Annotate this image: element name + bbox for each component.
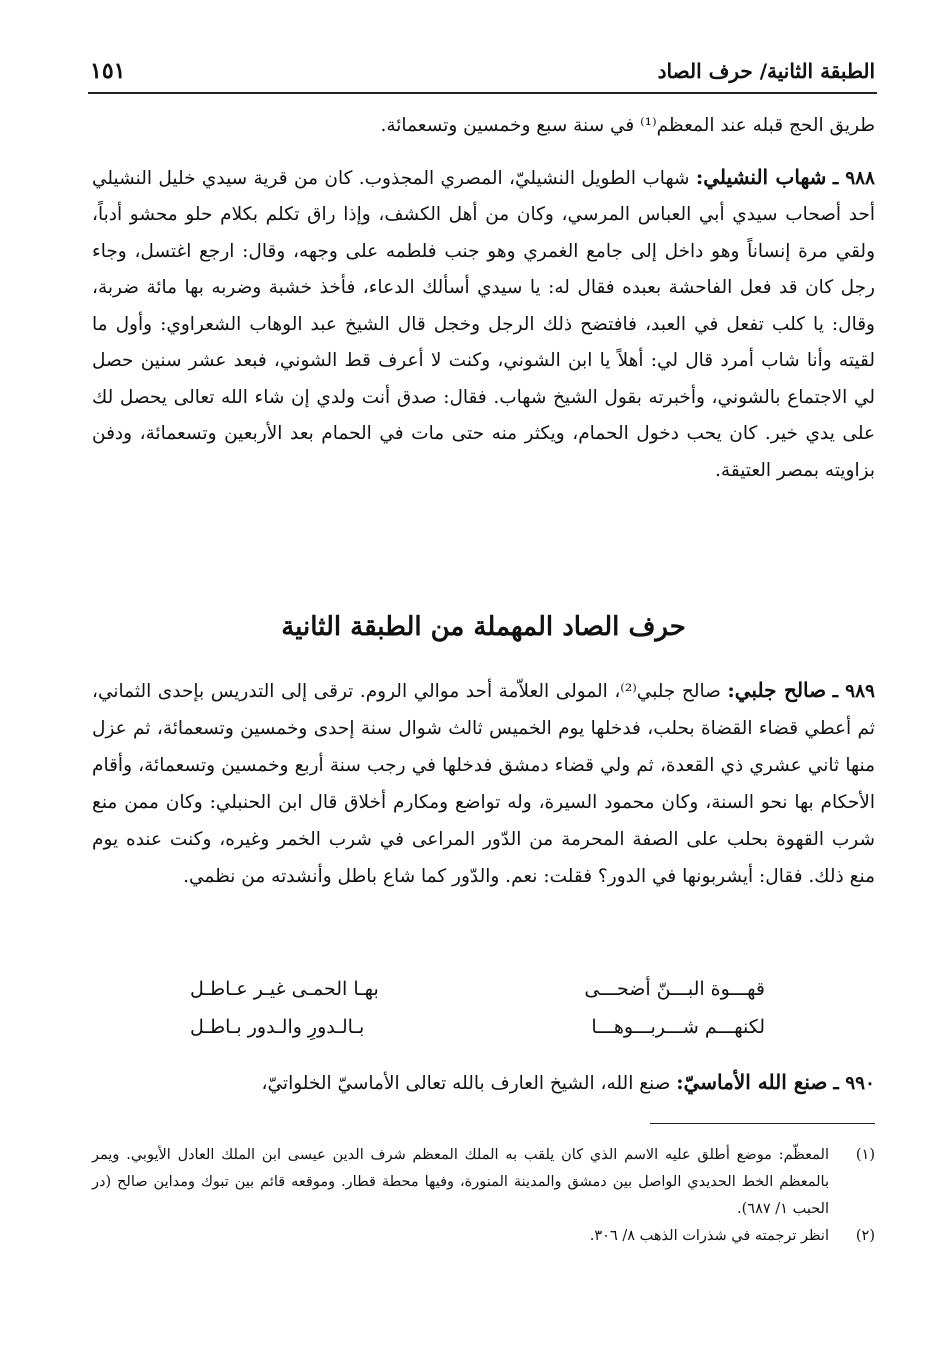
entry-989-number: ٩٨٩ ـ [832,681,875,702]
entry-989-name: صالح جلبي: [727,678,827,702]
footnote-rule [650,1123,875,1124]
entry-990-text: صنع الله، الشيخ العارف بالله تعالى الأماسيّ الخلواتيّ، [261,1073,671,1094]
footnote-1 [92,1142,875,1223]
footnote-2-number: (٢) [855,1228,875,1244]
entry-988-number: ٩٨٨ ـ [832,167,875,189]
footnote-1-number: (١) [855,1147,875,1163]
section-heading: حرف الصاد المهملة من الطبقة الثانية [281,612,686,642]
poem-line-2-second-hemistich: بـالـدورِ والـدور بـاطـل [190,1016,365,1038]
footnote-2-text: انظر ترجمته في شذرات الذهب ٨/ ٣٠٦. [589,1228,829,1244]
running-title: الطبقة الثانية/ حرف الصاد [657,59,875,83]
poem-line-1 [190,970,765,1008]
entry-990-number: ٩٩٠ ـ [833,1073,875,1094]
body-text-top [92,108,875,489]
footnote-1-text: المعظّم: موضع أطلق عليه الاسم الذي كان يلقب به الملك المعظم شرف الدين عيسى ابن الملك العادل الأيوبي. ويمر بالمعظم الخط الحديدي الواصل بين دمشق والمدينة المنورة، وفيها محطة قطار. وموقعه قائم بين تبوك ومداين صالح (در الحبب ١/ ٦٨٧). [92,1147,829,1217]
footnotes [92,1142,875,1250]
intro-paragraph: طريق الحج قبله عند المعظم⁽¹⁾ في سنة سبع وخمسين وتسعمائة. [380,115,875,136]
header-rule [88,92,877,94]
poem-line-1-first-hemistich: قهـــوة البـــنّ أضحـــى [584,978,765,1000]
poem-line-2-first-hemistich: لكنهـــم شـــربـــوهـــا [591,1016,765,1038]
entry-990 [92,1064,875,1102]
page-number: ١٥١ [90,58,126,84]
running-header [90,52,875,90]
entry-988 [92,159,875,490]
poem-line-1-second-hemistich: بهـا الحمـى غيـر عـاطـل [190,978,379,1000]
entry-988-text: شهاب الطويل النشيليّ، المصري المجذوب. كان من قرية سيدي خليل النشيلي أحد أصحاب سيدي أبي العباس المرسي، وكان من أهل الكشف، وإذا راق تكلم بكلام حلو محشو أدباً، ولقي مرة إنساناً وهو داخل إلى جامع الغمري وهو جنب فلطمه على وجهه، وقال: ارجع اغتسل، وجاء رجل كان قد فعل الفاحشة بعبده فقال له: يا سيدي أسألك الدعاء، فأخذ خشبة وضربه بها مائة ضربة، وقال: يا كلب تفعل في العبد، فافتضح ذلك الرجل وخجل قال الشيخ عبد الوهاب الشعراوي: وأول ما لقيته وأنا شاب أمرد قال لي: أهلاً يا ابن الشوني، وكنت لا أعرف قط الشوني، فبعد عشر سنين حصل لي الاجتماع بالشوني، وأخبرته بقول الشيخ شهاب. فقال: صدق أنت ولدي إن شاء الله تعالى يحصل لك على يدي خير. كان يحب دخول الحمام، ويكثر منه حتى مات في الحمام بعد الأربعين وتسعمائة، ودفن بزاويته بمصر العتيقة. [92,167,875,481]
body-text-middle [92,672,875,895]
poem-line-2 [190,1008,765,1046]
poem [190,970,765,1046]
entry-988-name: شهاب النشيلي: [695,164,827,189]
entry-989-text: صالح جلبي⁽²⁾، المولى العلاّمة أحد موالي الروم. ترقى إلى التدريس بإحدى الثماني، ثم أعطي قضاء القضاة بحلب، فدخلها يوم الخميس ثالث شوال سنة إحدى وخمسين وتسعمائة، ثم عزل منها ثاني عشري ذي القعدة، ثم ولي قضاء دمشق فدخلها في رجب سنة أربع وخمسين وتسعمائة، وأقام الأحكام بها نحو السنة، وكان محمود السيرة، وله تواضع ومكارم أخلاق قال ابن الحنبلي: وكان ممن منع شرب القهوة بحلب على الصفة المحرمة من الدّور المراعى في شرب الخمر وغيره، وكنت عنده يوم منع ذلك. فقال: أيشربونها في الدور؟ فقلت: نعم. والدّور كما شاع باطل وأنشدته من نظمي. [92,681,875,887]
footnote-2 [92,1223,875,1250]
entry-990-name: صنع الله الأماسيّ: [676,1070,828,1094]
entry-989 [92,672,875,895]
